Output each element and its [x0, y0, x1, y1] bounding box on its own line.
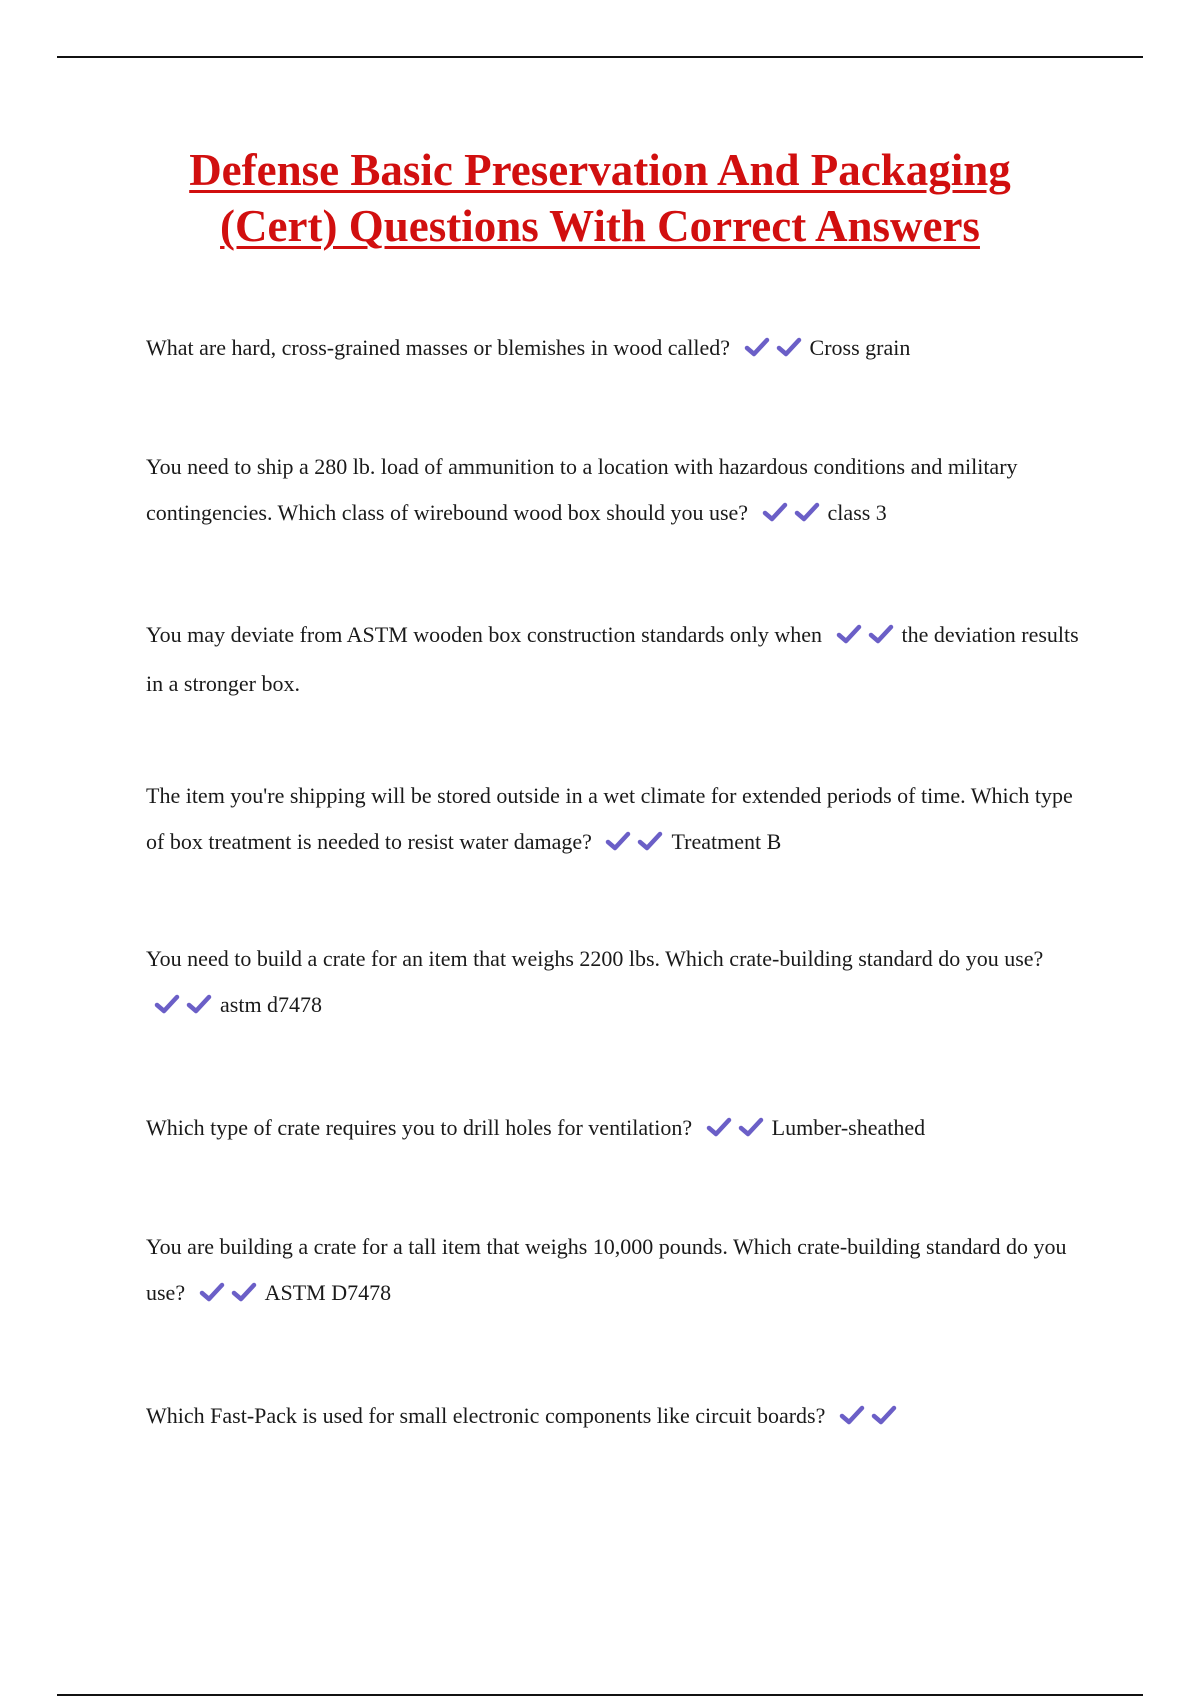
qa-item — [146, 325, 1096, 374]
top-rule — [57, 56, 1143, 58]
answer-marker — [199, 1273, 263, 1319]
checkmark-icon — [836, 623, 862, 645]
checkmark-icon — [199, 1281, 225, 1303]
answer-marker — [836, 615, 900, 661]
bottom-rule — [57, 1694, 1143, 1696]
question-text: You may deviate from ASTM wooden box construction standards only when — [146, 622, 823, 647]
checkmark-icon — [706, 1116, 732, 1138]
qa-item — [146, 1224, 1096, 1319]
qa-item — [146, 936, 1096, 1031]
answer-marker — [605, 822, 669, 868]
answer-marker — [154, 985, 218, 1031]
checkmark-icon — [637, 830, 663, 852]
answer-marker — [762, 493, 826, 539]
checkmark-icon — [839, 1404, 865, 1426]
qa-item — [146, 773, 1096, 868]
checkmark-icon — [154, 993, 180, 1015]
question-text: You are building a crate for a tall item that weighs 10,000 pounds. Which crate-building standard do you use? — [146, 1234, 1067, 1305]
answer-text: ASTM D7478 — [264, 1280, 392, 1305]
checkmark-icon — [605, 830, 631, 852]
qa-item — [146, 1105, 1096, 1154]
checkmark-icon — [868, 623, 894, 645]
title-line-1: Defense Basic Preservation And Packaging — [189, 145, 1011, 195]
answer-text: Cross grain — [809, 335, 911, 360]
answer-marker — [706, 1108, 770, 1154]
answer-text: the deviation results in a stronger box. — [146, 622, 1079, 696]
checkmark-icon — [738, 1116, 764, 1138]
question-text: What are hard, cross-grained masses or blemishes in wood called? — [146, 335, 731, 360]
answer-marker — [839, 1396, 903, 1442]
answer-text: astm d7478 — [220, 992, 323, 1017]
checkmark-icon — [186, 993, 212, 1015]
qa-item — [146, 612, 1096, 707]
checkmark-icon — [744, 336, 770, 358]
checkmark-icon — [762, 501, 788, 523]
checkmark-icon — [794, 501, 820, 523]
answer-text: Lumber-sheathed — [771, 1115, 926, 1140]
qa-item — [146, 444, 1096, 539]
checkmark-icon — [871, 1404, 897, 1426]
title-line-2: (Cert) Questions With Correct Answers — [220, 201, 980, 251]
answer-text: class 3 — [827, 500, 887, 525]
question-text: Which Fast-Pack is used for small electronic components like circuit boards? — [146, 1403, 826, 1428]
question-text: You need to ship a 280 lb. load of ammunition to a location with hazardous conditions and military contingencies. Which class of wirebound wood box should you use? — [146, 454, 1018, 525]
question-text: The item you're shipping will be stored outside in a wet climate for extended periods of time. Which type of box treatment is needed to resist water damage? — [146, 783, 1073, 854]
checkmark-icon — [231, 1281, 257, 1303]
question-text: Which type of crate requires you to drill holes for ventilation? — [146, 1115, 693, 1140]
question-text: You need to build a crate for an item that weighs 2200 lbs. Which crate-building standard do you use? — [146, 946, 1044, 971]
checkmark-icon — [776, 336, 802, 358]
page-title — [60, 142, 1140, 254]
qa-item — [146, 1393, 1096, 1442]
answer-text: Treatment B — [671, 829, 782, 854]
answer-marker — [744, 328, 808, 374]
